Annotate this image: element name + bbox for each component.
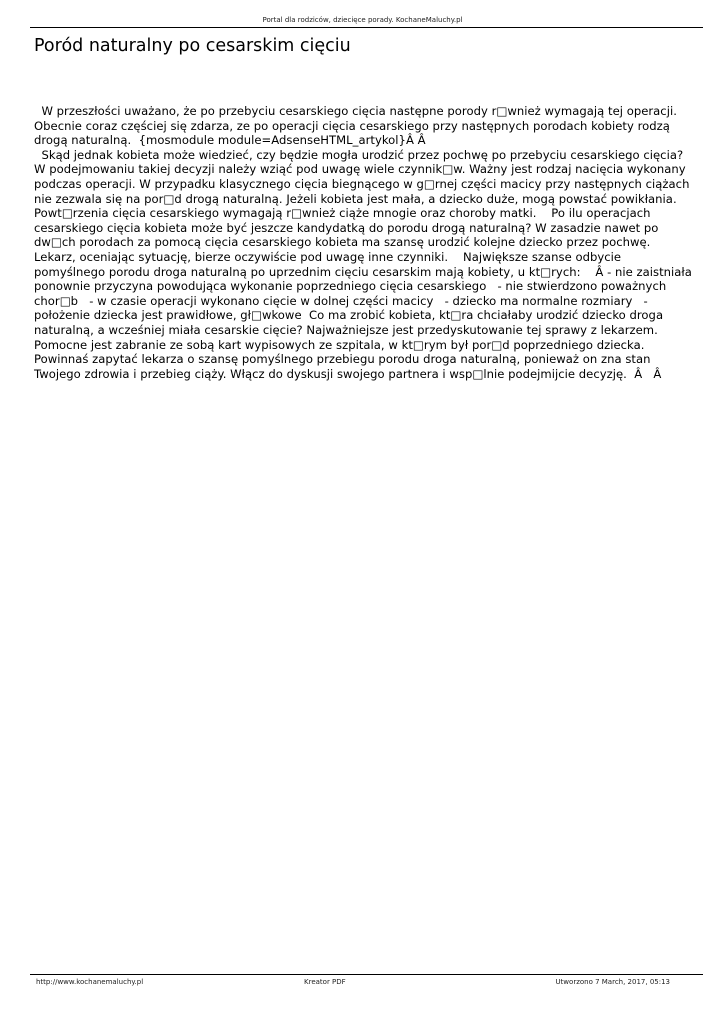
footer-creator-label: Kreator PDF [304,978,346,986]
header-divider [30,27,703,28]
page-footer [36,977,670,987]
footer-url-link[interactable]: http://www.kochanemaluchy.pl [36,978,144,986]
article-title: Poród naturalny po cesarskim cięciu [34,36,351,56]
footer-created-date: Utworzono 7 March, 2017, 05:13 [555,978,670,986]
footer-divider [30,974,703,975]
header-site-text: Portal dla rodziców, dziecięce porady. KochaneMaluchy.pl [262,16,463,24]
article-body: W przeszłości uważano, że po przebyciu cesarskiego cięcia następne porody r□wnież wymagają tej operacji. Obecnie coraz częściej się zdarza, ze po operacji cięcia cesarskiego przy następnych porodach kobiety rodzą drogą naturalną. {mosmodule module=AdsenseHTML_artykol}Â Â Skąd jednak kobieta może wiedzieć, czy będzie mogła urodzić przez pochwę po przebyciu cesarskiego cięcia? W podejmowaniu takiej decyzji należy wziąć pod uwagę wiele czynnik□w. Ważny jest rodzaj nacięcia wykonany podczas operacji. W przypadku klasycznego cięcia biegnącego w g□rnej części macicy przy następnych ciążach nie zezwala się na por□d drogą naturalną. Jeżeli kobieta jest mała, a dziecko duże, mogą powstać powikłania. Powt□rzenia cięcia cesarskiego wymagają r□wnież ciąże mnogie oraz choroby matki. Po ilu operacjach cesarskiego cięcia kobieta może być jeszcze kandydatką do porodu drogą naturalną? W zasadzie nawet po dw□ch porodach za pomocą cięcia cesarskiego kobieta ma szansę urodzić kolejne dziecko przez pochwę. Lekarz, oceniając sytuację, bierze oczywiście pod uwagę inne czynniki. Największe szanse odbycie pomyślnego porodu droga naturalną po uprzednim cięciu cesarskim mają kobiety, u kt□rych: Â - nie zaistniała ponownie przyczyna powodująca wykonanie poprzedniego cięcia cesarskiego - nie stwierdzono poważnych chor□b - w czasie operacji wykonano cięcie w dolnej części macicy - dziecko ma normalne rozmiary - położenie dziecka jest prawidłowe, gł□wkowe Co ma zrobić kobieta, kt□ra chciałaby urodzić dziecko droga naturalną, a wcześniej miała cesarskie cięcie? Najważniejsze jest przedyskutowanie tej sprawy z lekarzem. Pomocne jest zabranie ze sobą kart wypisowych ze szpitala, w kt□rym był por□d poprzedniego dziecka. Powinnaś zapytać lekarza o szansę pomyślnego przebiegu porodu droga naturalną, ponieważ on zna stan Twojego zdrowia i przebieg ciąży. Włącz do dyskusji swojego partnera i wsp□lnie podejmijcie decyzję. Â Â [34,104,692,381]
